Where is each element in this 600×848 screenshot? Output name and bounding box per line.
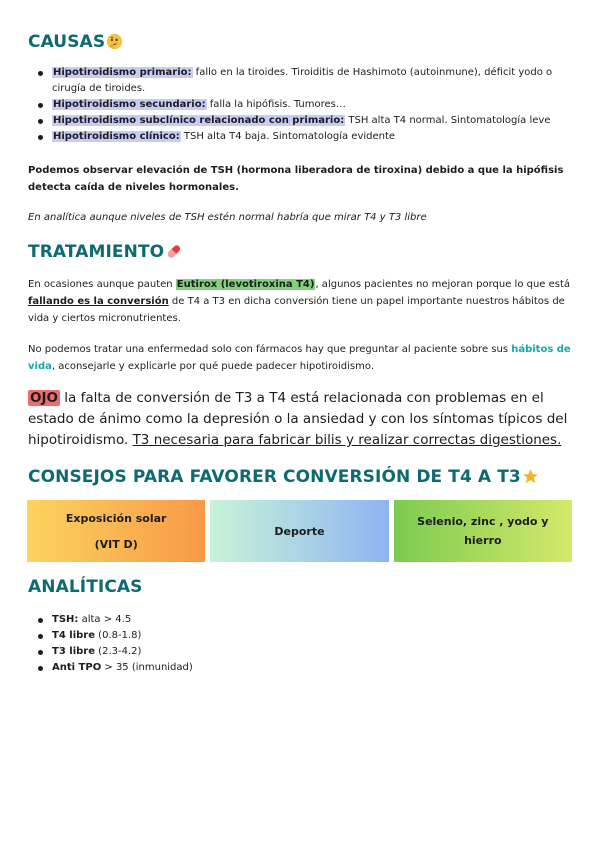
analiticas-title: ANALÍTICAS <box>28 577 143 597</box>
thinking-face-icon <box>106 33 123 55</box>
consejos-title: CONSEJOS PARA FAVORER CONVERSIÓN DE T4 A T3 <box>28 467 521 487</box>
card-deporte: Deporte <box>210 500 388 562</box>
causas-bold-paragraph: Podemos observar elevación de TSH (hormona liberadora de tiroxina) debido a que la hipófisis detecta caída de niveles hormonales. <box>28 165 564 193</box>
ojo-tag: OJO <box>30 390 58 406</box>
tratamiento-paragraph-2: No podemos tratar una enfermedad solo con fármacos hay que preguntar al paciente sobre sus hábitos de vida, aconsejarle y explicarle por qué puede padecer hipotiroidismo. <box>28 344 571 372</box>
consejos-heading <box>28 467 539 490</box>
list-item: T4 libre (0.8-1.8) <box>38 628 578 644</box>
tratamiento-paragraph-1: En ocasiones aunque pauten Eutirox (levotiroxina T4), algunos pacientes no mejoran porque lo que está fallando es la conversión de T4 a T3 en dicha conversión tiene un papel importante nuestros hábitos de vida y ciertos micronutrientes. <box>28 279 571 324</box>
tratamiento-paragraph-3: OJO la falta de conversión de T3 a T4 está relacionada con problemas en el estado de ánimo como la depresión o la ansiedad y con los síntomas típicos del hipotiroidismo. T3 necesaria para fabricar bilis y realizar correctas digestiones. <box>28 390 568 448</box>
pill-icon <box>165 243 183 265</box>
eutirox-highlight: Eutirox (levotiroxina T4) <box>176 279 315 290</box>
card-micronutrientes: Selenio, zinc , yodo y hierro <box>394 500 572 562</box>
causas-title: CAUSAS <box>28 32 106 52</box>
analiticas-list <box>38 612 578 676</box>
consejos-cards <box>27 500 572 562</box>
causas-heading <box>28 32 123 55</box>
list-item: Hipotiroidismo primario: fallo en la tiroides. Tiroiditis de Hashimoto (autoinmune), déficit yodo o cirugía de tiroides. <box>38 65 578 97</box>
analiticas-heading <box>28 577 143 597</box>
list-item: Hipotiroidismo subclínico relacionado con primario: TSH alta T4 normal. Sintomatología leve <box>38 113 578 129</box>
tratamiento-heading <box>28 242 183 265</box>
list-item: TSH: alta > 4.5 <box>38 612 578 628</box>
list-item: Hipotiroidismo clínico: TSH alta T4 baja. Sintomatología evidente <box>38 129 578 145</box>
list-item: Anti TPO > 35 (inmunidad) <box>38 660 578 676</box>
causas-italic-paragraph: En analítica aunque niveles de TSH estén normal habría que mirar T4 y T3 libre <box>28 212 427 223</box>
star-icon <box>522 468 539 490</box>
list-item: Hipotiroidismo secundario: falla la hipófisis. Tumores… <box>38 97 578 113</box>
causas-list <box>38 65 578 145</box>
list-item: T3 libre (2.3-4.2) <box>38 644 578 660</box>
tratamiento-title: TRATAMIENTO <box>28 242 165 262</box>
card-exposicion-solar: Exposición solar (VIT D) <box>27 500 205 562</box>
